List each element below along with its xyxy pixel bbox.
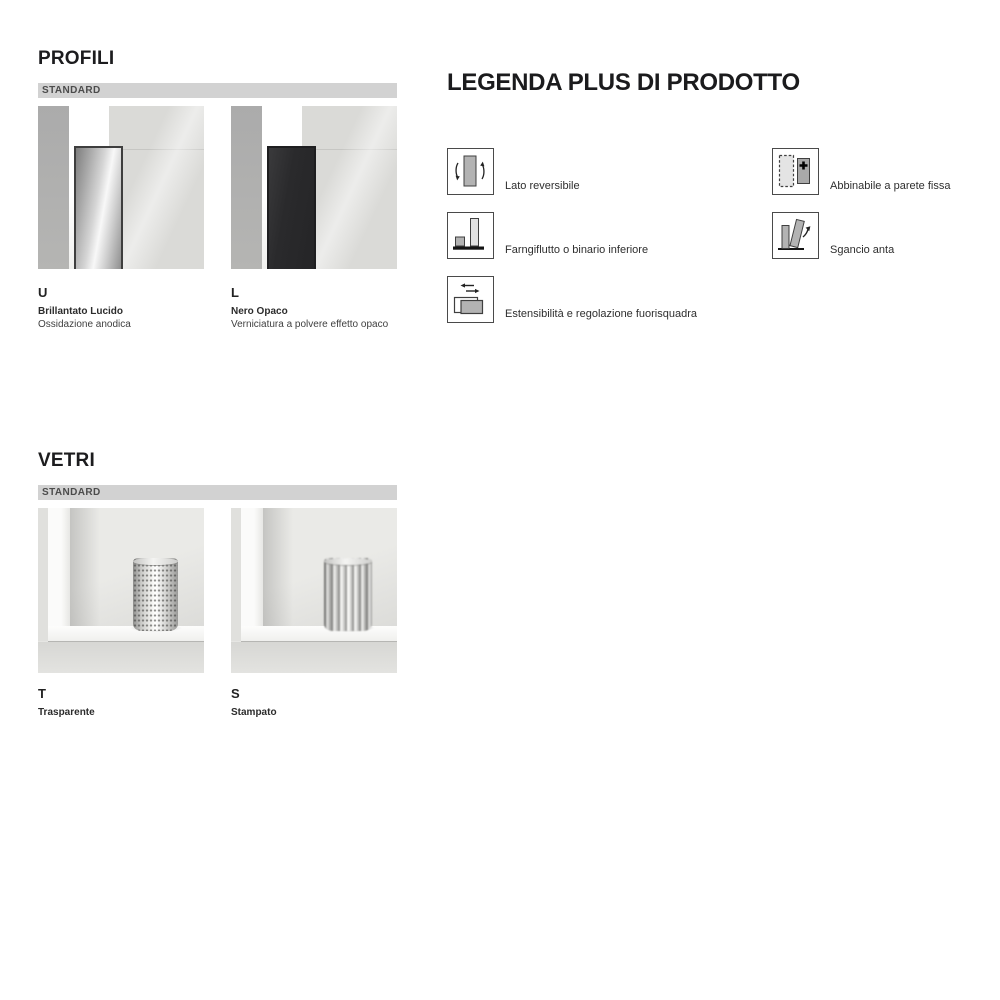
frame-vertical — [48, 508, 70, 641]
profile-name: Brillantato Lucido — [38, 306, 123, 317]
vetri-standard-badge: STANDARD — [38, 485, 397, 500]
glass-swatch-transparent — [38, 508, 204, 673]
vetri-captions — [38, 686, 397, 718]
profili-title: PROFILI — [38, 48, 115, 69]
floor — [231, 642, 397, 673]
legend-label: Sgancio anta — [830, 244, 895, 256]
wall-strip — [38, 106, 69, 269]
profili-section — [38, 48, 397, 330]
glass-swatch-printed — [231, 508, 397, 673]
glass-caption-t — [38, 686, 204, 718]
profile-caption-u — [38, 285, 204, 330]
legend-item-lato-reversibile — [447, 148, 772, 195]
profile-name: Nero Opaco — [231, 306, 288, 317]
vetri-title: VETRI — [38, 450, 95, 471]
legend-column-right — [772, 148, 1000, 340]
legend-item-parete-fissa — [772, 148, 1000, 195]
legend-item-estensibilita — [447, 276, 772, 323]
profile-swatch-black — [231, 106, 397, 269]
vetri-section — [38, 450, 397, 718]
black-profile-bar — [267, 146, 316, 269]
profile-description: Ossidazione anodica — [38, 319, 131, 330]
glass-caption-s — [231, 686, 397, 718]
fixed-wall-icon — [772, 148, 819, 195]
frame-edge — [231, 508, 241, 641]
perforated-cylinder — [133, 558, 178, 631]
extensibility-icon — [447, 276, 494, 323]
glass-name: Trasparente — [38, 707, 95, 718]
frame-vertical — [241, 508, 263, 641]
legend-column-left — [447, 148, 772, 340]
wall-strip — [231, 106, 262, 269]
light-sheen — [302, 106, 397, 269]
legend-label: Estensibilità e regolazione fuorisquadra — [505, 308, 698, 320]
frame-edge — [38, 508, 48, 641]
floor — [38, 642, 204, 673]
bottom-rail-icon — [447, 212, 494, 259]
chrome-profile-bar — [74, 146, 123, 269]
profili-captions — [38, 285, 397, 330]
legenda-section — [447, 70, 1000, 340]
legend-label: Abbinabile a parete fissa — [830, 180, 951, 192]
door-release-icon — [772, 212, 819, 259]
legend-item-sgancio-anta — [772, 212, 1000, 259]
legend-label: Lato reversibile — [505, 180, 580, 192]
profile-swatch-chrome — [38, 106, 204, 269]
legend-label: Farngiflutto o binario inferiore — [505, 244, 649, 256]
profile-description: Verniciatura a polvere effetto opaco — [231, 319, 389, 330]
glass-code: T — [38, 686, 46, 701]
perforated-cylinder-distorted — [324, 558, 372, 631]
glass-code: S — [231, 686, 240, 701]
profile-code: L — [231, 285, 239, 300]
light-sheen — [109, 106, 204, 269]
corner-shadow — [70, 508, 100, 626]
reversible-side-icon — [447, 148, 494, 195]
profili-standard-badge: STANDARD — [38, 83, 397, 98]
legend-item-binario-inferiore — [447, 212, 772, 259]
profile-caption-l — [231, 285, 397, 330]
profile-code: U — [38, 285, 48, 300]
vetri-swatches — [38, 508, 397, 673]
legend-grid — [447, 148, 1000, 340]
profili-swatches — [38, 106, 397, 269]
legenda-title: LEGENDA PLUS DI PRODOTTO — [447, 69, 800, 96]
glass-name: Stampato — [231, 707, 277, 718]
corner-shadow — [263, 508, 293, 626]
